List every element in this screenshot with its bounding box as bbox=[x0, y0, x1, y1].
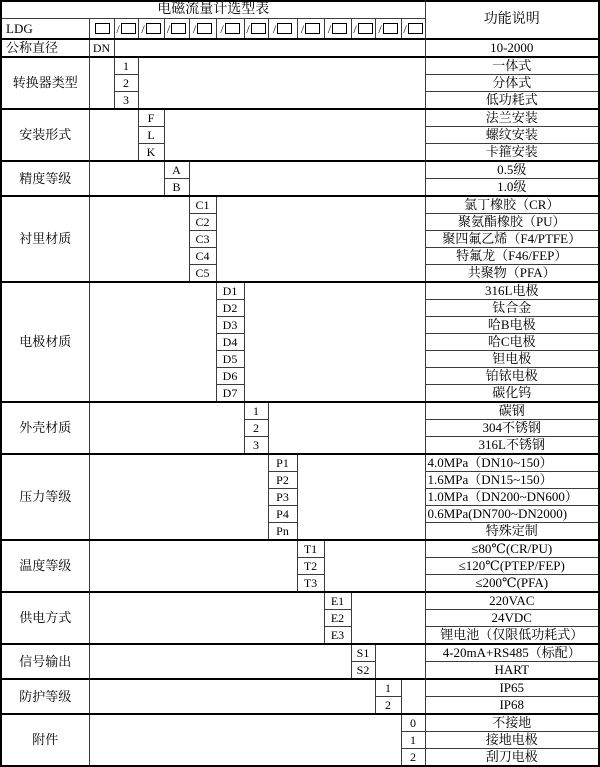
option-desc: 4-20mA+RS485（标配） bbox=[425, 644, 599, 662]
option-desc: 铂铱电极 bbox=[425, 368, 599, 385]
model-slash-box-cell bbox=[297, 19, 324, 40]
option-desc: 220VAC bbox=[425, 592, 599, 610]
option-code: 1 bbox=[244, 402, 268, 420]
option-row bbox=[1, 540, 599, 558]
option-desc: 0.5级 bbox=[425, 161, 599, 179]
code-box-icon bbox=[171, 23, 186, 34]
code-box-icon bbox=[383, 23, 398, 34]
option-desc: 哈C电极 bbox=[425, 334, 599, 351]
option-desc: 分体式 bbox=[425, 75, 599, 92]
code-box-icon bbox=[332, 23, 347, 34]
option-desc: 10-2000 bbox=[425, 39, 599, 57]
category-label: 附件 bbox=[1, 714, 89, 766]
header-row bbox=[1, 1, 599, 19]
spacer-cell bbox=[297, 454, 425, 540]
code-box-icon bbox=[95, 23, 110, 34]
option-code: T1 bbox=[297, 540, 324, 558]
model-box-cell bbox=[89, 19, 114, 40]
option-row bbox=[1, 592, 599, 610]
spacer-cell bbox=[244, 282, 425, 402]
option-desc: 24VDC bbox=[425, 610, 599, 627]
model-prefix: LDG bbox=[1, 19, 89, 40]
option-desc: ≤80℃(CR/PU) bbox=[425, 540, 599, 558]
model-slash-box-cell bbox=[138, 19, 164, 40]
spacer-cell bbox=[89, 540, 297, 592]
code-box-icon bbox=[225, 23, 240, 34]
spacer-cell bbox=[89, 402, 244, 454]
option-desc: 不接地 bbox=[425, 714, 599, 732]
option-desc: 1.6MPa（DN15~150） bbox=[425, 472, 599, 489]
spacer-cell bbox=[268, 402, 425, 454]
option-code: 1 bbox=[114, 57, 138, 75]
spacer-cell bbox=[89, 196, 189, 282]
code-box-icon bbox=[358, 23, 373, 34]
option-code: D1 bbox=[216, 282, 244, 300]
category-label: 供电方式 bbox=[1, 592, 89, 644]
option-desc: 0.6MPa(DN700~DN2000) bbox=[425, 506, 599, 523]
option-row bbox=[1, 644, 599, 662]
option-desc: 钽电极 bbox=[425, 351, 599, 368]
option-code: 1 bbox=[401, 732, 425, 749]
option-desc: 锂电池（仅限低功耗式） bbox=[425, 627, 599, 645]
spacer-cell bbox=[89, 714, 401, 766]
option-code: S2 bbox=[351, 662, 375, 680]
code-box-icon bbox=[146, 23, 161, 34]
option-code: T2 bbox=[297, 558, 324, 575]
selection-table-body bbox=[1, 1, 599, 766]
slash-separator: / bbox=[141, 21, 145, 36]
option-desc: 刮刀电极 bbox=[425, 749, 599, 767]
option-code: E1 bbox=[324, 592, 351, 610]
option-code: B bbox=[164, 179, 189, 197]
option-desc: 聚氨酯橡胶（PU） bbox=[425, 214, 599, 231]
option-row bbox=[1, 402, 599, 420]
model-slash-box-cell bbox=[164, 19, 189, 40]
option-code: 3 bbox=[114, 92, 138, 110]
table-title: 电磁流量计选型表 bbox=[1, 1, 425, 19]
option-desc: 1.0级 bbox=[425, 179, 599, 197]
option-code: A bbox=[164, 161, 189, 179]
spacer-cell bbox=[164, 109, 425, 161]
option-code: C5 bbox=[189, 265, 216, 283]
option-desc: 316L不锈钢 bbox=[425, 437, 599, 455]
option-desc: 共聚物（PFA） bbox=[425, 265, 599, 283]
spacer-cell bbox=[89, 644, 351, 679]
slash-separator: / bbox=[246, 21, 250, 36]
option-code: Pn bbox=[268, 523, 297, 541]
option-desc: IP65 bbox=[425, 679, 599, 697]
option-code: C2 bbox=[189, 214, 216, 231]
option-code: 2 bbox=[114, 75, 138, 92]
category-label: 压力等级 bbox=[1, 454, 89, 540]
category-label: 温度等级 bbox=[1, 540, 89, 592]
option-row bbox=[1, 714, 599, 732]
option-desc: ≤200℃(PFA) bbox=[425, 575, 599, 593]
spacer-cell bbox=[401, 679, 425, 714]
option-code: K bbox=[138, 144, 164, 162]
option-desc: 钛合金 bbox=[425, 300, 599, 317]
category-label: 公称直径 bbox=[1, 39, 89, 57]
option-row bbox=[1, 161, 599, 179]
category-label: 衬里材质 bbox=[1, 196, 89, 282]
code-box-icon bbox=[197, 23, 212, 34]
category-label: 防护等级 bbox=[1, 679, 89, 714]
code-box-icon bbox=[305, 23, 320, 34]
spacer-cell bbox=[89, 57, 114, 109]
model-slash-box-cell bbox=[114, 19, 138, 40]
option-desc: 氯丁橡胶（CR） bbox=[425, 196, 599, 214]
option-code: C1 bbox=[189, 196, 216, 214]
option-code: D5 bbox=[216, 351, 244, 368]
slash-separator: / bbox=[378, 21, 382, 36]
spacer-cell bbox=[189, 161, 425, 196]
spacer-cell bbox=[324, 540, 425, 592]
option-code: C3 bbox=[189, 231, 216, 248]
slash-separator: / bbox=[403, 21, 407, 36]
option-code: DN bbox=[89, 39, 114, 57]
option-code: F bbox=[138, 109, 164, 127]
option-code: P2 bbox=[268, 472, 297, 489]
option-code: 2 bbox=[375, 697, 401, 715]
option-desc: 特氟龙（F46/FEP） bbox=[425, 248, 599, 265]
slash-separator: / bbox=[353, 21, 357, 36]
function-column-header: 功能说明 bbox=[425, 1, 599, 39]
option-row bbox=[1, 109, 599, 127]
category-label: 外壳材质 bbox=[1, 402, 89, 454]
model-slash-box-cell bbox=[375, 19, 401, 40]
model-slash-box-cell bbox=[324, 19, 351, 40]
option-code: C4 bbox=[189, 248, 216, 265]
option-desc: 特殊定制 bbox=[425, 523, 599, 541]
option-desc: 304不锈钢 bbox=[425, 420, 599, 437]
category-label: 信号输出 bbox=[1, 644, 89, 679]
option-code: 2 bbox=[244, 420, 268, 437]
slash-separator: / bbox=[192, 21, 197, 36]
option-code: T3 bbox=[297, 575, 324, 593]
slash-separator: / bbox=[166, 21, 171, 36]
slash-separator: / bbox=[220, 21, 224, 36]
option-code: P4 bbox=[268, 506, 297, 523]
spacer-cell bbox=[89, 161, 164, 196]
option-code: D6 bbox=[216, 368, 244, 385]
slash-separator: / bbox=[116, 21, 120, 36]
model-slash-box-cell bbox=[189, 19, 216, 40]
option-code: E3 bbox=[324, 627, 351, 645]
code-box-icon bbox=[277, 23, 292, 34]
option-desc: HART bbox=[425, 662, 599, 680]
model-slash-box-cell bbox=[268, 19, 297, 40]
spacer-cell bbox=[138, 57, 425, 109]
option-row bbox=[1, 196, 599, 214]
option-code: D4 bbox=[216, 334, 244, 351]
option-code: L bbox=[138, 127, 164, 144]
spacer-cell bbox=[89, 109, 138, 161]
option-code: E2 bbox=[324, 610, 351, 627]
option-desc: 卡箍安装 bbox=[425, 144, 599, 162]
option-row bbox=[1, 39, 599, 57]
option-row bbox=[1, 679, 599, 697]
model-slash-box-cell bbox=[216, 19, 244, 40]
code-box-icon bbox=[408, 23, 423, 34]
option-desc: 低功耗式 bbox=[425, 92, 599, 110]
model-slash-box-cell bbox=[401, 19, 425, 40]
option-desc: 接地电极 bbox=[425, 732, 599, 749]
option-desc: 316L电极 bbox=[425, 282, 599, 300]
option-code: 3 bbox=[244, 437, 268, 455]
spacer-cell bbox=[114, 39, 425, 57]
option-row bbox=[1, 282, 599, 300]
option-desc: 4.0MPa（DN10~150） bbox=[425, 454, 599, 472]
spacer-cell bbox=[89, 454, 268, 540]
option-row bbox=[1, 57, 599, 75]
option-desc: 哈B电极 bbox=[425, 317, 599, 334]
spacer-cell bbox=[351, 592, 425, 644]
option-code: D7 bbox=[216, 385, 244, 403]
spacer-cell bbox=[89, 282, 216, 402]
option-desc: 1.0MPa（DN200~DN600） bbox=[425, 489, 599, 506]
option-desc: 碳钢 bbox=[425, 402, 599, 420]
category-label: 精度等级 bbox=[1, 161, 89, 196]
option-code: D2 bbox=[216, 300, 244, 317]
category-label: 转换器类型 bbox=[1, 57, 89, 109]
option-code: 2 bbox=[401, 749, 425, 767]
option-desc: ≤120℃(PTEP/FEP) bbox=[425, 558, 599, 575]
option-desc: 螺纹安装 bbox=[425, 127, 599, 144]
option-desc: 碳化钨 bbox=[425, 385, 599, 403]
option-code: D3 bbox=[216, 317, 244, 334]
option-desc: 一体式 bbox=[425, 57, 599, 75]
spacer-cell bbox=[89, 592, 324, 644]
slash-separator: / bbox=[272, 21, 277, 36]
model-slash-box-cell bbox=[351, 19, 375, 40]
option-code: 1 bbox=[375, 679, 401, 697]
model-slash-box-cell bbox=[244, 19, 268, 40]
option-code: P3 bbox=[268, 489, 297, 506]
option-desc: 聚四氟乙烯（F4/PTFE） bbox=[425, 231, 599, 248]
category-label: 安装形式 bbox=[1, 109, 89, 161]
option-code: 0 bbox=[401, 714, 425, 732]
code-box-icon bbox=[251, 23, 266, 34]
option-code: S1 bbox=[351, 644, 375, 662]
spacer-cell bbox=[89, 679, 375, 714]
slash-separator: / bbox=[327, 21, 332, 36]
spacer-cell bbox=[375, 644, 425, 679]
option-desc: IP68 bbox=[425, 697, 599, 715]
option-desc: 法兰安装 bbox=[425, 109, 599, 127]
option-code: P1 bbox=[268, 454, 297, 472]
slash-separator: / bbox=[300, 21, 305, 36]
code-box-icon bbox=[121, 23, 136, 34]
category-label: 电极材质 bbox=[1, 282, 89, 402]
spacer-cell bbox=[216, 196, 425, 282]
option-row bbox=[1, 454, 599, 472]
